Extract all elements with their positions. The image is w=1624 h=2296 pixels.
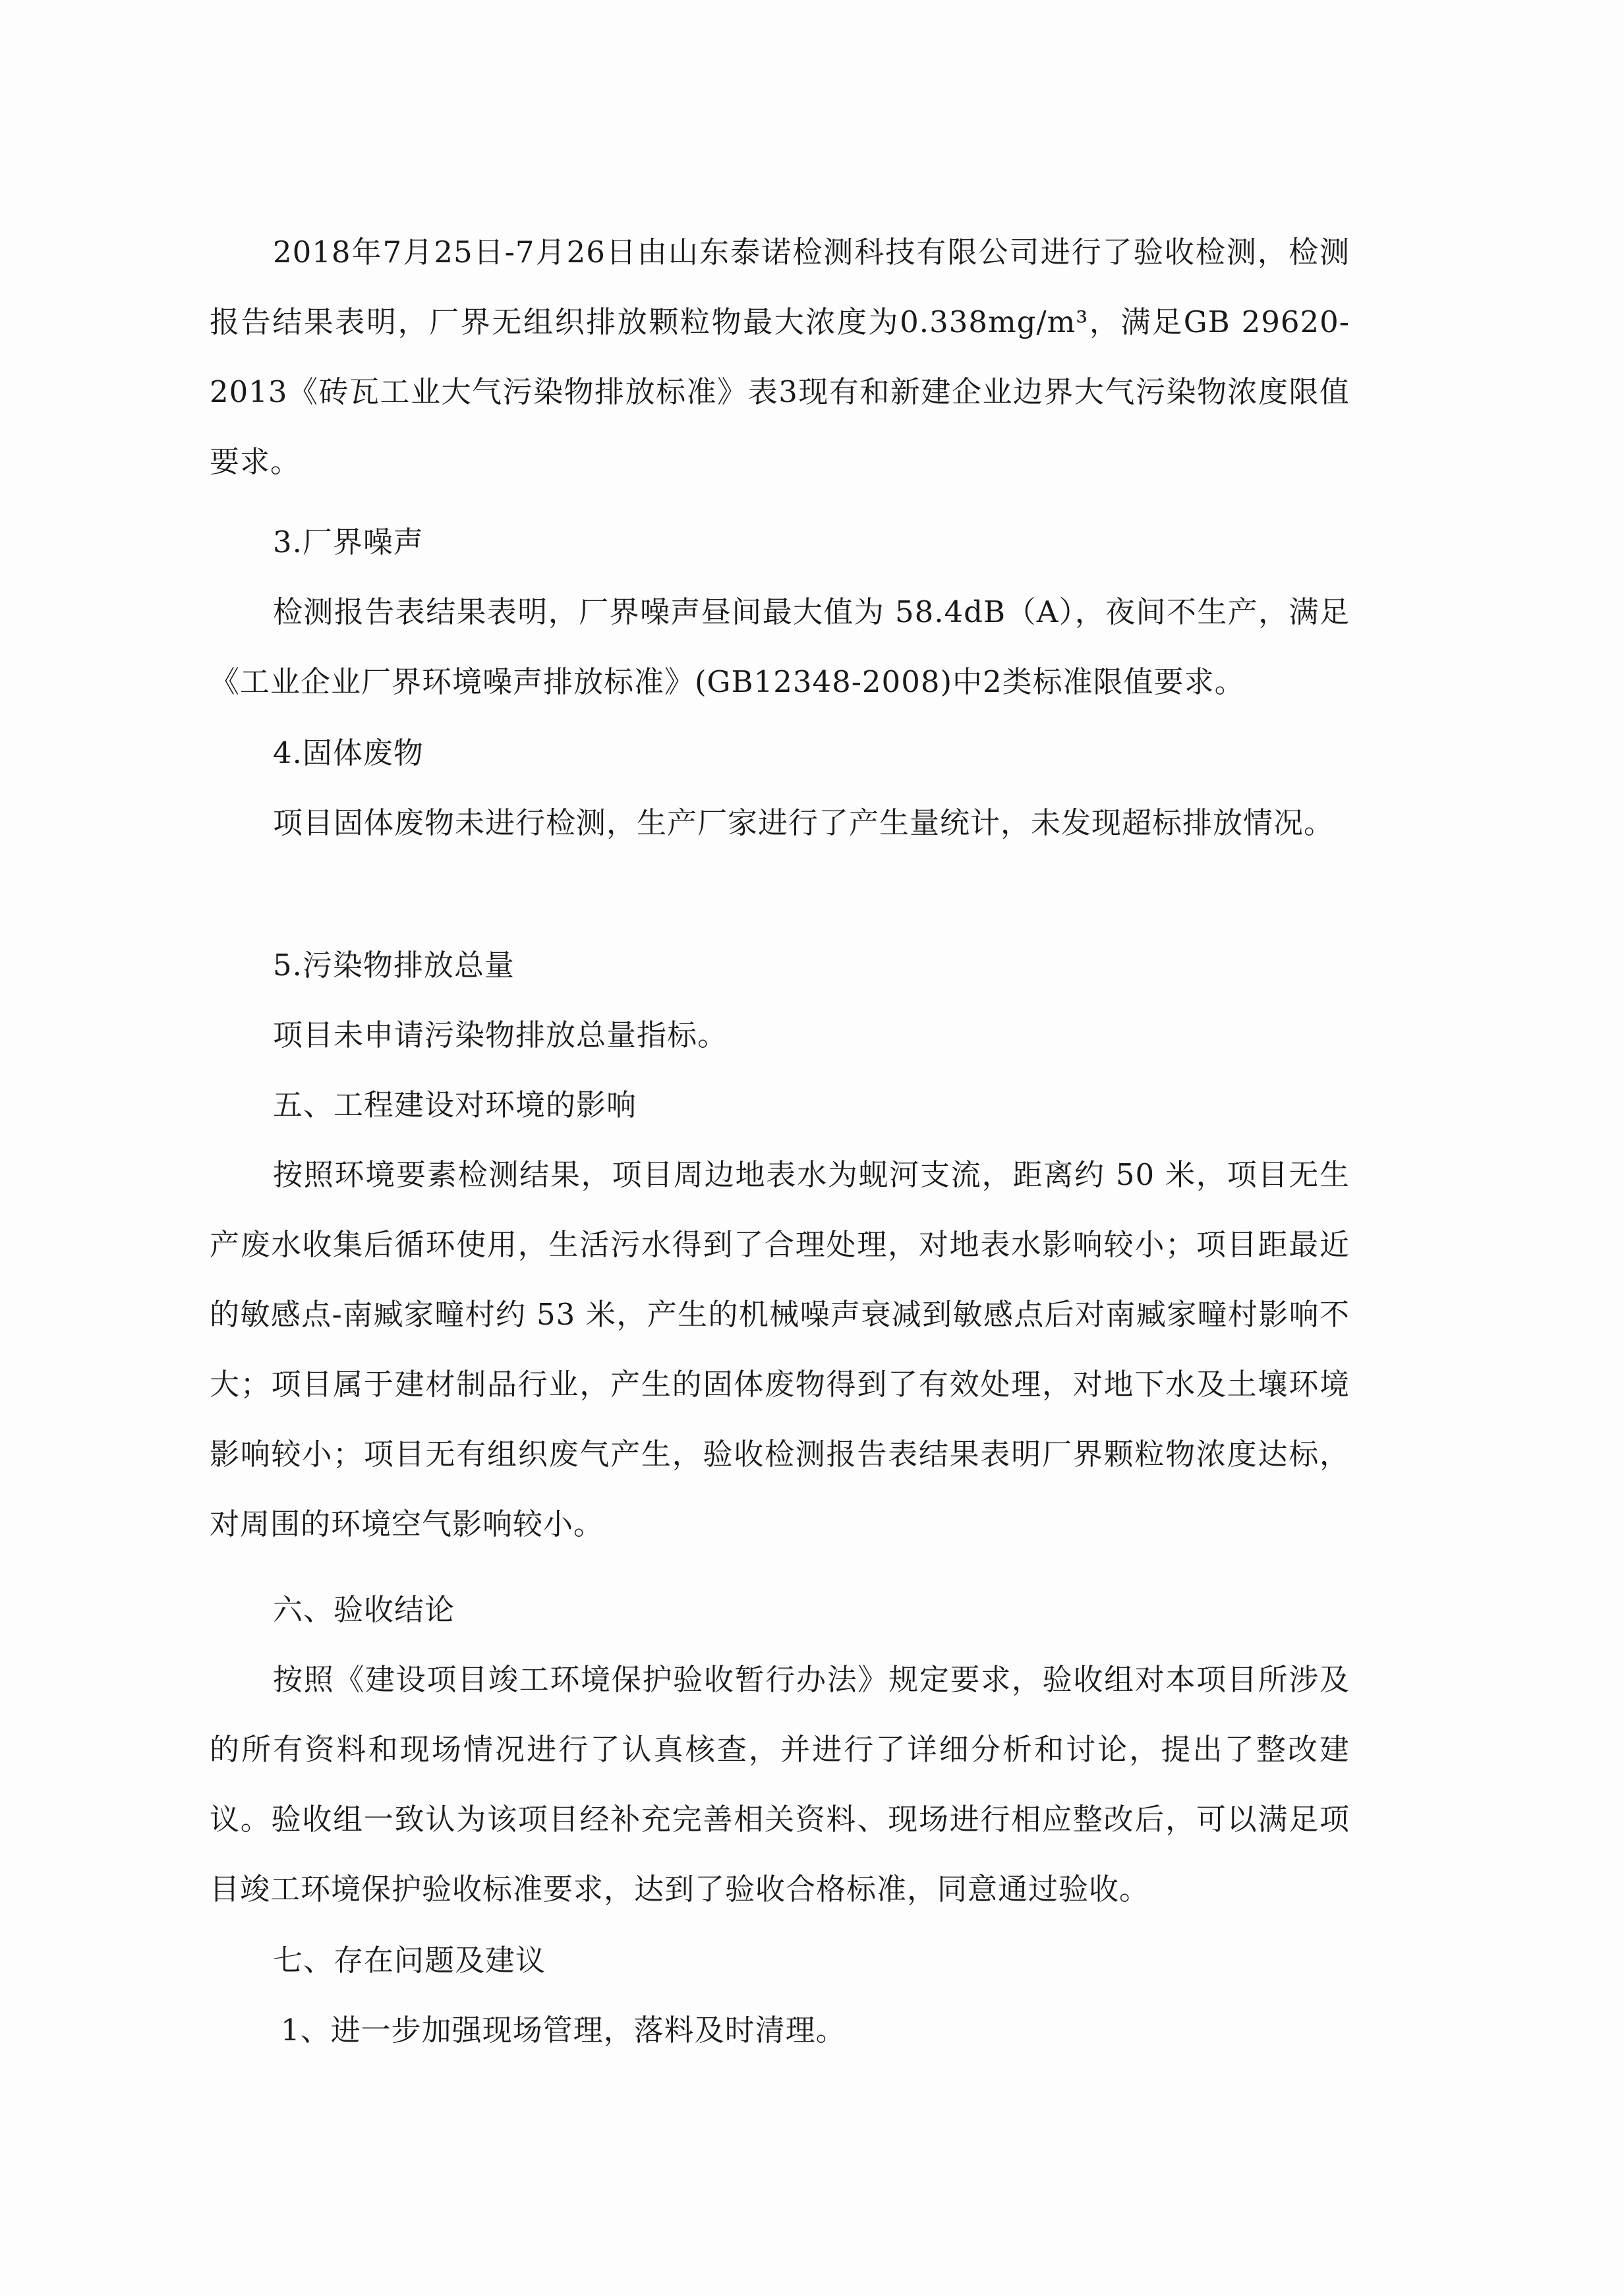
subheading-solid-waste: 4.固体废物 bbox=[273, 735, 424, 770]
list-item-suggestion-1: 1、进一步加强现场管理，落料及时清理。 bbox=[281, 2013, 846, 2048]
subheading-boundary-noise: 3.厂界噪声 bbox=[273, 525, 424, 560]
paragraph-solid-waste: 项目固体废物未进行检测，生产厂家进行了产生量统计，未发现超标排放情况。 bbox=[273, 805, 1335, 840]
paragraph-environmental-impact: 按照环境要素检测结果，项目周边地表水为蚬河支流，距离约 50 米，项目无生产废水收集后循环使用，生活污水得到了合理处理，对地表水影响较小；项目距最近的敏感点-南臧家疃村约 53 米，产生的机械噪声衰减到敏感点后对南臧家疃村影响不大；项目属于建材制品行业，产生的固体废物得到了有效处理，对地下水及土壤环境影响较小；项目无有组织废气产生，验收检测报告表结果表明厂界颗粒物浓度达标，对周围的环境空气影响较小。 bbox=[210, 1157, 1350, 1541]
subheading-total-emissions: 5.污染物排放总量 bbox=[273, 948, 515, 983]
section-heading-acceptance-conclusion: 六、验收结论 bbox=[273, 1592, 455, 1627]
section-heading-issues-suggestions: 七、存在问题及建议 bbox=[273, 1943, 546, 1978]
paragraph-noise-results: 检测报告表结果表明，厂界噪声昼间最大值为 58.4dB（A），夜间不生产，满足《工业企业厂界环境噪声排放标准》(GB12348-2008)中2类标准限值要求。 bbox=[210, 594, 1350, 699]
paragraph-monitoring-results: 2018年7月25日-7月26日由山东泰诺检测科技有限公司进行了验收检测，检测报告结果表明，厂界无组织排放颗粒物最大浓度为0.338mg/m³，满足GB 29620-2013《砖瓦工业大气污染物排放标准》表3现有和新建企业边界大气污染物浓度限值要求。 bbox=[210, 235, 1350, 479]
paragraph-total-emissions: 项目未申请污染物排放总量指标。 bbox=[273, 1018, 728, 1052]
paragraph-acceptance-conclusion: 按照《建设项目竣工环境保护验收暂行办法》规定要求，验收组对本项目所涉及的所有资料和现场情况进行了认真核查，并进行了详细分析和讨论，提出了整改建议。验收组一致认为该项目经补充完善相关资料、现场进行相应整改后，可以满足项目竣工环境保护验收标准要求，达到了验收合格标准，同意通过验收。 bbox=[210, 1662, 1350, 1907]
section-heading-environmental-impact: 五、工程建设对环境的影响 bbox=[273, 1087, 637, 1122]
